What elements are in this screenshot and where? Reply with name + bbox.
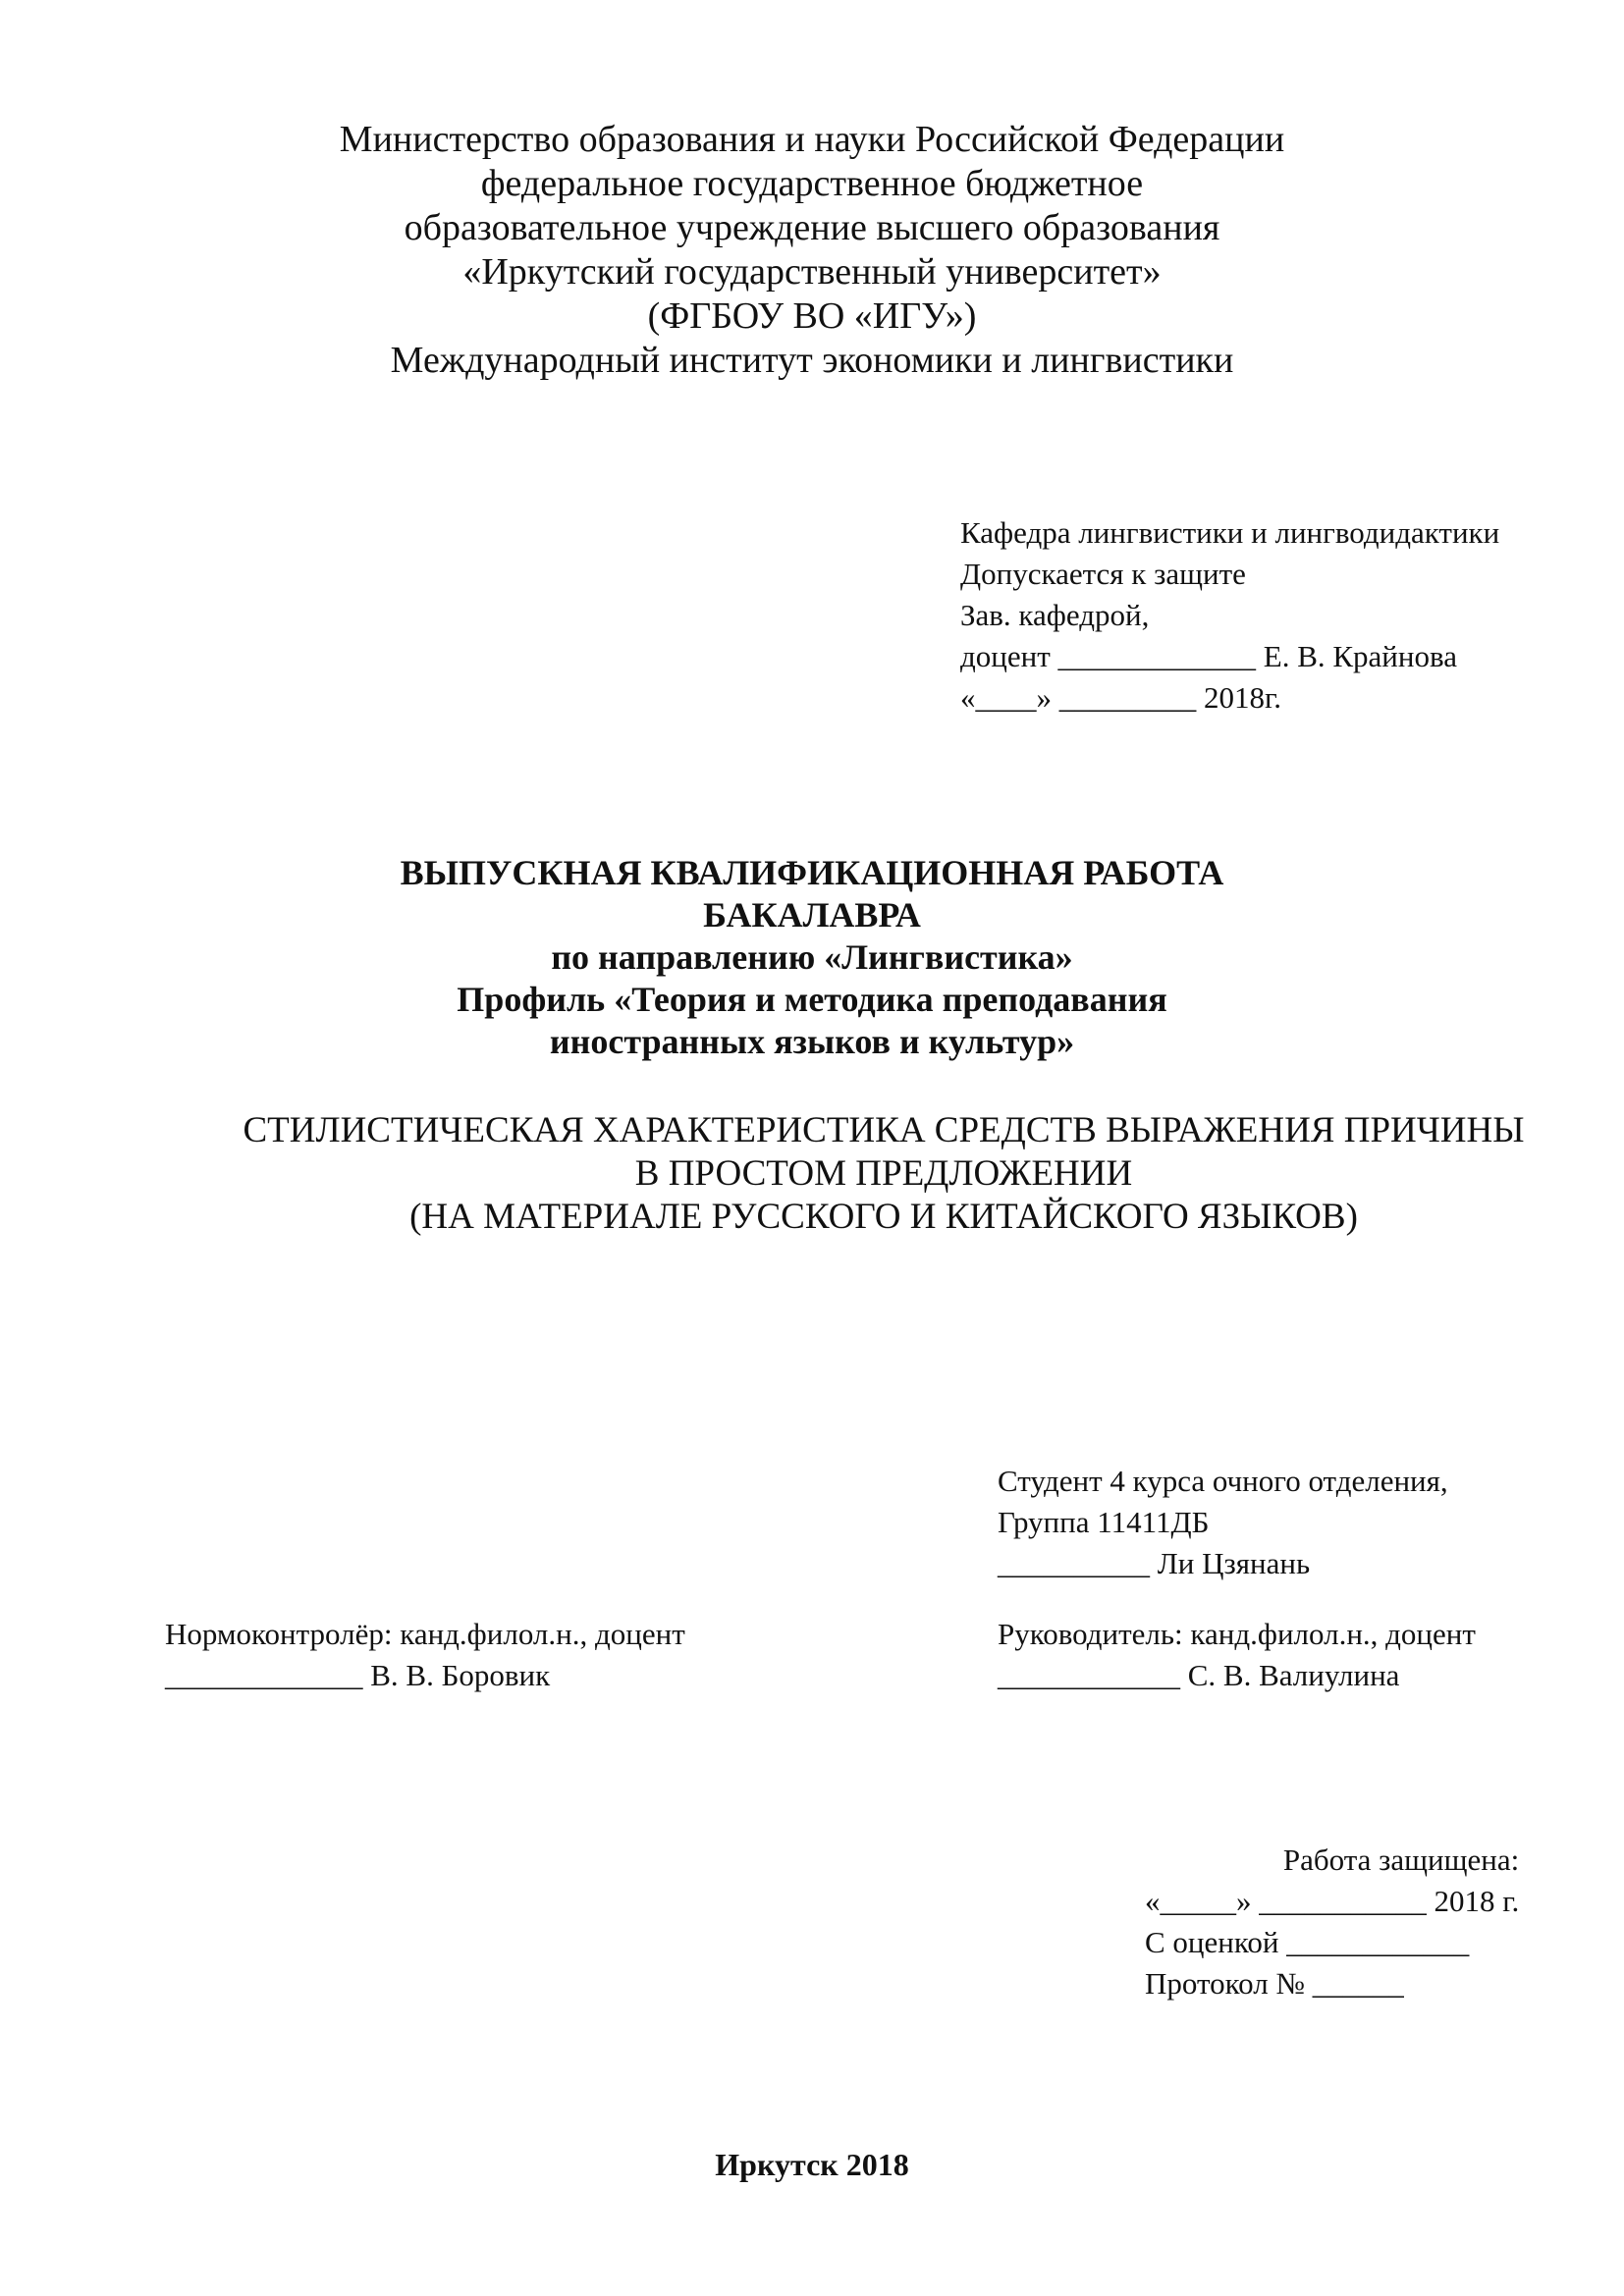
city-year: Иркутск 2018 [715, 2147, 909, 2182]
approval-date-line: «____» _________ 2018г. [960, 680, 1281, 715]
head-signature-line: доцент _____________ Е. В. Крайнова [960, 639, 1457, 673]
city-year-footer [0, 2145, 1624, 2184]
profile-line-2: иностранных языков и культур» [549, 1022, 1075, 1061]
topic-line-2: В ПРОСТОМ ПРЕДЛОЖЕНИИ [634, 1153, 1133, 1194]
defense-grade-line: С оценкой ____________ [1145, 1925, 1470, 1959]
student-group-line: Группа 11411ДБ [998, 1505, 1210, 1539]
defense-block [1145, 1840, 1519, 2004]
institution-header [0, 118, 1624, 383]
normocontroller-block [165, 1614, 685, 1696]
field-line: по направлению «Лингвистика» [551, 937, 1073, 977]
university-name: «Иркутский государственный университет» [462, 251, 1162, 293]
student-course-line: Студент 4 курса очного отделения, [998, 1464, 1448, 1498]
student-signature-line: __________ Ли Цзянань [998, 1546, 1311, 1580]
profile-line: Профиль «Теория и методика преподавания [457, 980, 1167, 1019]
normocontroller-title: Нормоконтролёр: канд.филол.н., доцент [165, 1617, 685, 1651]
topic-line-3: (НА МАТЕРИАЛЕ РУССКОГО И КИТАЙСКОГО ЯЗЫКОВ) [409, 1197, 1358, 1237]
degree-line: БАКАЛАВРА [703, 895, 921, 934]
work-title-block [0, 852, 1624, 1063]
supervisor-signature-line: ____________ С. В. Валиулина [998, 1658, 1400, 1692]
head-of-department-label: Зав. кафедрой, [960, 598, 1150, 632]
admission-line: Допускается к защите [960, 557, 1246, 591]
supervisor-title: Руководитель: канд.филол.н., доцент [998, 1617, 1476, 1651]
supervisor-block [998, 1614, 1476, 1696]
university-abbreviation: (ФГБОУ ВО «ИГУ») [647, 295, 977, 337]
student-block [998, 1461, 1448, 1584]
institution-type-line-2: образовательное учреждение высшего образования [404, 207, 1220, 248]
defense-title: Работа защищена: [1282, 1842, 1520, 1877]
defense-date-line: «_____» ___________ 2018 г. [1145, 1884, 1520, 1918]
institute-name: Международный институт экономики и лингвистики [390, 340, 1234, 381]
thesis-topic [118, 1109, 1624, 1239]
work-type-line: ВЫПУСКНАЯ КВАЛИФИКАЦИОННАЯ РАБОТА [400, 853, 1224, 892]
department-approval-block [960, 512, 1499, 719]
normocontroller-signature-line: _____________ В. В. Боровик [165, 1658, 551, 1692]
ministry-line: Министерство образования и науки Российской Федерации [339, 119, 1285, 160]
defense-protocol-line: Протокол № ______ [1145, 1966, 1404, 2001]
institution-type-line: федеральное государственное бюджетное [480, 163, 1144, 204]
department-name: Кафедра лингвистики и лингводидактики [960, 515, 1500, 550]
topic-line-1: СТИЛИСТИЧЕСКАЯ ХАРАКТЕРИСТИКА СРЕДСТВ ВЫРАЖЕНИЯ ПРИЧИНЫ [243, 1110, 1525, 1150]
